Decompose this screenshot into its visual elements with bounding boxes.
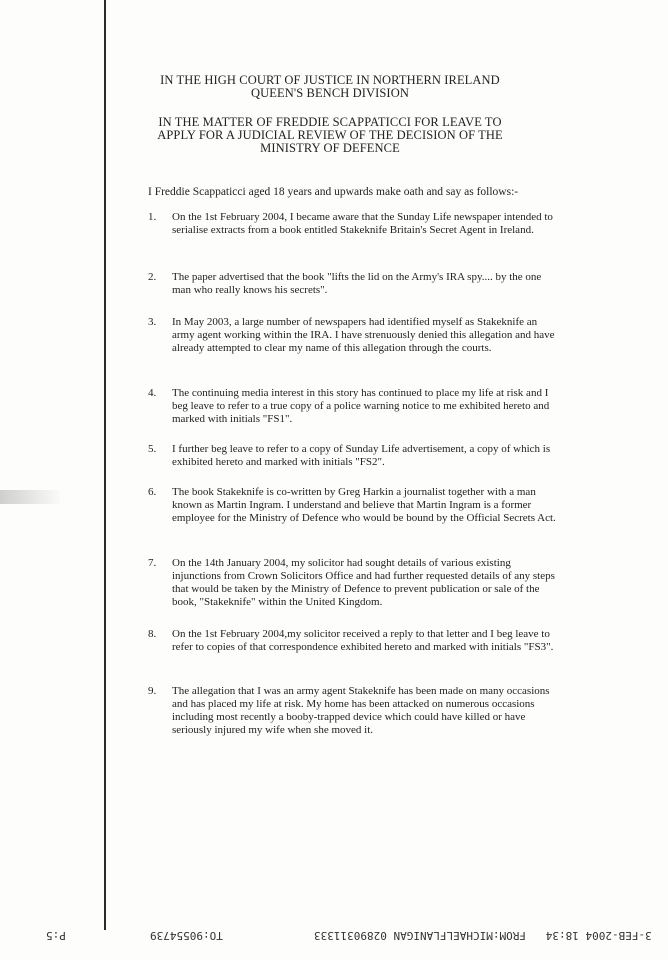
affidavit-paragraphs-8 (148, 628, 558, 654)
affidavit-paragraphs-4 (148, 387, 558, 426)
matter-line-1: IN THE MATTER OF FREDDIE SCAPPATICCI FOR LEAVE TO (158, 115, 502, 129)
paragraph-3: 3. In May 2003, a large number of newspapers had identified myself as Stakeknife an army agent working within the IRA. I have strenuously denied this allegation and have already attempted to clear my name of this allegation through the courts. (148, 316, 555, 354)
scan-artifact (0, 490, 60, 504)
paragraph-8: 8. On the 1st February 2004,my solicitor received a reply to that letter and I beg leave to refer to copies of that correspondence exhibited hereto and marked with initials "FS3". (148, 628, 554, 653)
matter-heading (120, 116, 540, 155)
affidavit-paragraphs-2 (148, 271, 558, 297)
affidavit-paragraphs (148, 211, 558, 237)
margin-line (104, 0, 106, 930)
court-division: QUEEN'S BENCH DIVISION (251, 86, 409, 100)
fax-page-number: P:5 (46, 929, 66, 942)
court-name: IN THE HIGH COURT OF JUSTICE IN NORTHERN IRELAND (160, 73, 500, 87)
fax-header-line: 3-FEB-2004 18:34 FROM:MICHAELFLANIGAN 02890311333 (314, 929, 652, 942)
fax-recipient-number: TO:90554739 (150, 929, 223, 942)
affidavit-paragraphs-7 (148, 557, 558, 609)
affidavit-paragraphs-6 (148, 486, 558, 525)
paragraph-7: 7. On the 14th January 2004, my solicitor had sought details of various existing injunctions from Crown Solicitors Office and had further requested details of any steps that would be taken by the Ministry of Defence to prevent publication or sale of the book, "Stakeknife" within the United Kingdom. (148, 557, 555, 608)
paragraph-4: 4. The continuing media interest in this story has continued to place my life at risk and I beg leave to refer to a true copy of a police warning notice to me exhibited hereto and marked with initials "FS1". (148, 387, 550, 425)
matter-line-2: APPLY FOR A JUDICIAL REVIEW OF THE DECISION OF THE (157, 128, 503, 142)
affidavit-paragraphs-5 (148, 443, 558, 469)
paragraph-6: 6. The book Stakeknife is co-written by Greg Harkin a journalist together with a man known as Martin Ingram. I understand and believe that Martin Ingram is a former employee for the Ministry of Defence who would be bound by the Official Secrets Act. (148, 486, 556, 524)
affidavit-paragraphs-9 (148, 685, 558, 737)
paragraph-9: 9. The allegation that I was an army agent Stakeknife has been made on many occasions and has placed my life at risk. My home has been attacked on numerous occasions including most recently a booby-trapped device which could have killed or have seriously injured my wife when she moved it. (148, 685, 550, 736)
paragraph-2: 2. The paper advertised that the book "lifts the lid on the Army's IRA spy.... by the one man who really knows his secrets". (148, 271, 542, 296)
paragraph-5: 5. I further beg leave to refer to a copy of Sunday Life advertisement, a copy of which is exhibited hereto and marked with initials "FS2". (148, 443, 551, 468)
court-heading (120, 74, 540, 100)
matter-line-3: MINISTRY OF DEFENCE (260, 141, 400, 155)
affidavit-paragraphs-3 (148, 316, 558, 355)
paragraph-1: 1. On the 1st February 2004, I became aware that the Sunday Life newspaper intended to serialise extracts from a book entitled Stakeknife Britain's Secret Agent in Ireland. (148, 211, 553, 236)
affidavit-intro: I Freddie Scappaticci aged 18 years and upwards make oath and say as follows:- (148, 186, 519, 198)
